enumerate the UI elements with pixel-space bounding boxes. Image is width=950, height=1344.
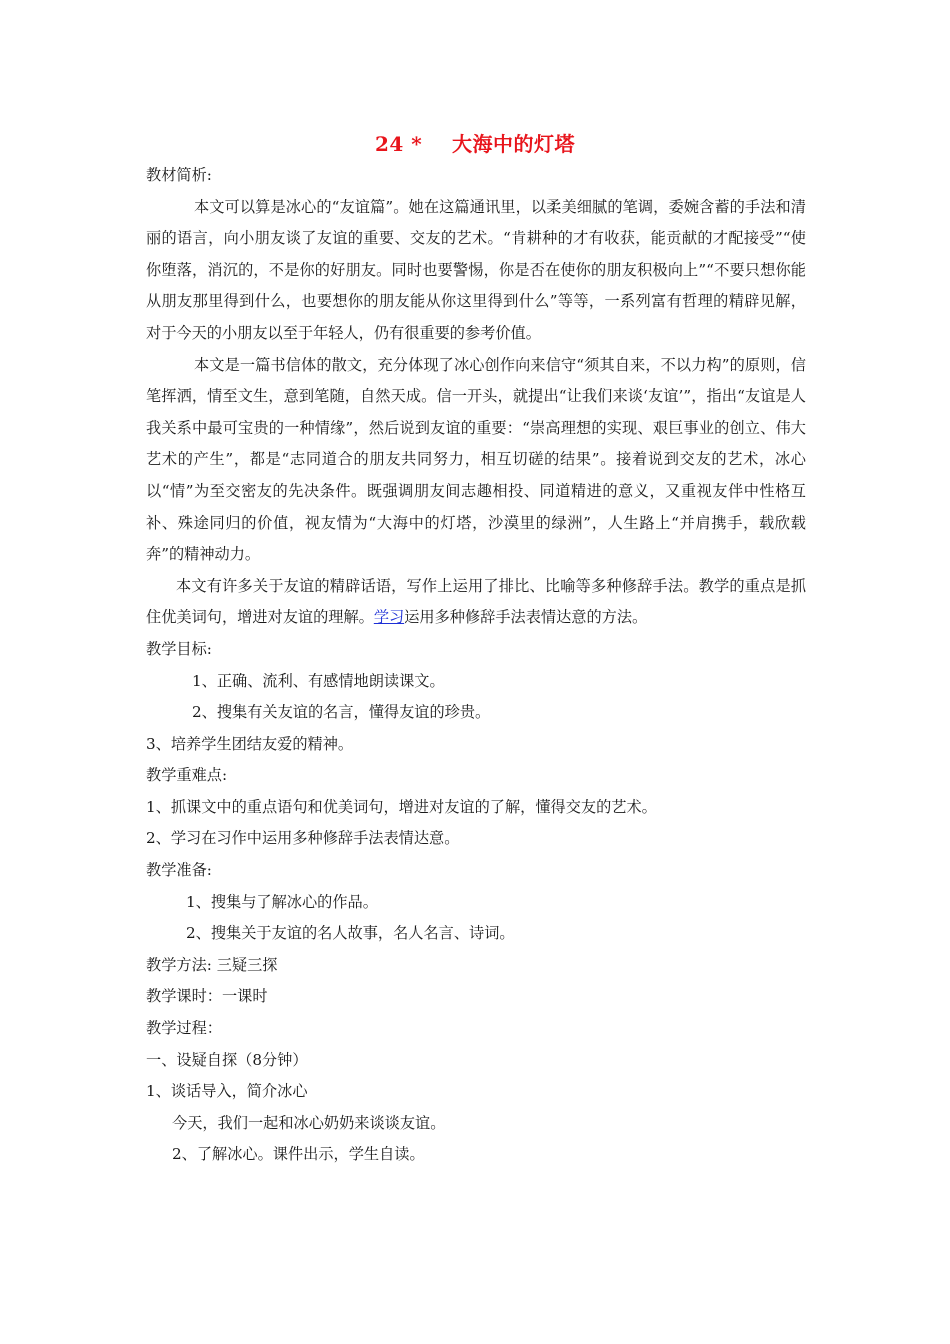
document-body [146,160,806,1171]
paragraph-text: 本文有许多关于友谊的精辟话语，写作上运用了排比、比喻等多种修辞手法。教学的重点是抓住优美词句，增进对友谊的理解。 [146,576,806,627]
paragraph-text: 运用多种修辞手法表情达意的方法。 [404,608,648,627]
goals-heading: 教学目标: [146,639,212,658]
goal-item: 1、正确、流利、有感情地朗读课文。 [192,671,445,690]
teaching-method: 教学方法: 三疑三探 [146,955,278,974]
study-link[interactable]: 学习 [373,608,405,627]
goal-item: 2、搜集有关友谊的名言，懂得友谊的珍贵。 [192,703,491,722]
analysis-heading: 教材简析: [146,166,212,184]
prep-item: 2、搜集关于友谊的名人故事，名人名言、诗词。 [186,924,515,943]
prep-item: 1、搜集与了解冰心的作品。 [186,892,378,911]
goal-item: 3、培养学生团结友爱的精神。 [146,734,354,753]
analysis-paragraph-3 [146,571,806,634]
analysis-paragraph-2: 本文是一篇书信体的散文，充分体现了冰心创作向来信守“须其自来，不以力构”的原则，信笔挥洒，情至文生，意到笔随，自然天成。信一开头，就提出“让我们来谈‘友谊’”，指出“友谊是人我关系中最可宝贵的一种情缘”，然后说到友谊的重要：“崇高理想的实现、艰巨事业的创立、伟大艺术的产生”，都是“志同道合的朋友共同努力，相互切磋的结果”。接着说到交友的艺术，冰心以“情”为至交密友的先决条件。既强调朋友间志趣相投、同道精进的意义，又重视友伴中性格互补、殊途同归的价值，视友情为“大海中的灯塔，沙漠里的绿洲”，人生路上“并肩携手，载欣载奔”的精神动力。 [146,355,806,564]
keypoint-item: 2、学习在习作中运用多种修辞手法表情达意。 [146,829,460,848]
teaching-hours: 教学课时：一课时 [146,987,268,1006]
process-substep: 2、了解冰心。课件出示，学生自读。 [172,1145,425,1164]
process-heading: 教学过程： [146,1019,222,1038]
process-step: 一、设疑自探（8分钟） [146,1050,308,1069]
prep-heading: 教学准备: [146,861,212,880]
document-title: 24 * 大海中的灯塔 [374,132,576,156]
process-substep: 1、谈话导入，简介冰心 [146,1082,308,1101]
keypoints-heading: 教学重难点: [146,766,228,785]
keypoint-item: 1、抓课文中的重点语句和优美词句，增进对友谊的了解，懂得交友的艺术。 [146,797,657,816]
analysis-paragraph-1: 本文可以算是冰心的“友谊篇”。她在这篇通讯里，以柔美细腻的笔调，委婉含蓄的手法和清丽的语言，向小朋友谈了友谊的重要、交友的艺术。“肯耕种的才有收获，能贡献的才配接受”“使你堕落，消沉的，不是你的好朋友。同时也要警惕，你是否在使你的朋友积极向上”“不要只想你能从朋友那里得到什么，也要想你的朋友能从你这里得到什么”等等，一系列富有哲理的精辟见解，对于今天的小朋友以至于年轻人，仍有很重要的参考价值。 [146,197,806,342]
process-text: 今天，我们一起和冰心奶奶来谈谈友谊。 [172,1113,446,1132]
